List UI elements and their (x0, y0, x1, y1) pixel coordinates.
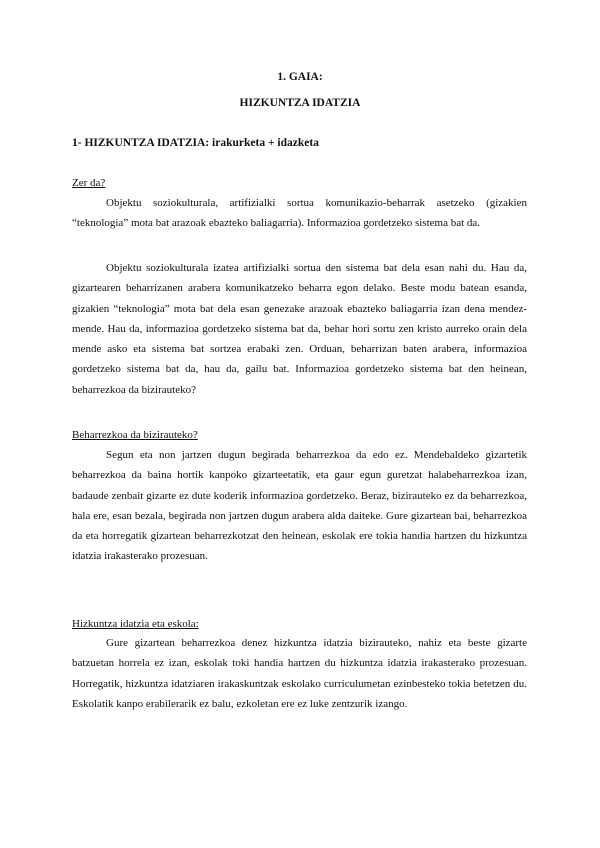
paragraph-explanation: Objektu soziokulturala izatea artifizialki sortua den sistema bat dela esan nahi du. Hau da, gizartearen beharrizanen arabera komunikatzeko beharra egon delako. Beste modu batean esanda, gizakien “teknologia” mota bat dela esan genezake arazoak ebazteko baliagarria izan dena mendez-mende. Hau da, informazioa gordetzeko sistema bat da, behar hori sortu zen kristo aurreko orain dela mende asko eta sistema bat sortzea erabaki zen. Orduan, beharrizan baten arabera, informazioa gordetzeko sistema bat da, hau da, gailu bat. Informazioa gordetzeko sistema bat den heinean, beharrezkoa da bizirauteko? (72, 262, 527, 396)
subheading-eskola: Hizkuntza idatzia eta eskola: (72, 618, 199, 630)
paragraph-beharrezkoa: Segun eta non jartzen dugun begirada beharrezkoa da edo ez. Mendebaldeko gizartetik beharrezkoa da baina hortik kanpoko gizarteetatik, eta gaur egun guretzat halabeharrezkoa izan, badaude zenbait gizarte ez dute koderik informazioa gordetzeko. Beraz, bizirauteko ez da beharrezkoa, hala ere, esan bezala, begirada non jartzen dugun arabera alda daiteke. Gure gizartean bai, beharrezkoa da eta horregatik gizartean beharrezkotzat den heinean, eskolak ere tokia handia hartzen du hizkuntza idatzia irakasterako prozesuan. (72, 449, 527, 563)
paragraph-eskola: Gure gizartean beharrezkoa denez hizkuntza idatzia bizirauteko, nahiz eta beste gizarte batzuetan horrela ez izan, eskolak toki handia hartzen du hizkuntza idatzia irakasterako prozesuan. Horregatik, hizkuntza idatziaren irakaskuntzak eskolako curriculumetan ezinbesteko tokia betetzen du. Eskolatik kanpo erabilerarik ez balu, ezkoletan ere ez luke zentzurik izango. (72, 637, 527, 710)
subheading-beharrezkoa: Beharrezkoa da bizirauteko? (72, 429, 198, 441)
paragraph-definition: Objektu soziokulturala, artifizialki sortua komunikazio-beharrak asetzeko (gizakien “teknologia” mota bat arazoak ebazteko baliagarria). Informazioa gordetzeko sistema bat da. (72, 197, 527, 230)
section-heading: 1- HIZKUNTZA IDATZIA: irakurketa + idazketa (72, 137, 319, 149)
document-title: HIZKUNTZA IDATZIA (239, 97, 361, 109)
document-title-number: 1. GAIA: (277, 71, 323, 83)
subheading-zer-da: Zer da? (72, 177, 106, 189)
